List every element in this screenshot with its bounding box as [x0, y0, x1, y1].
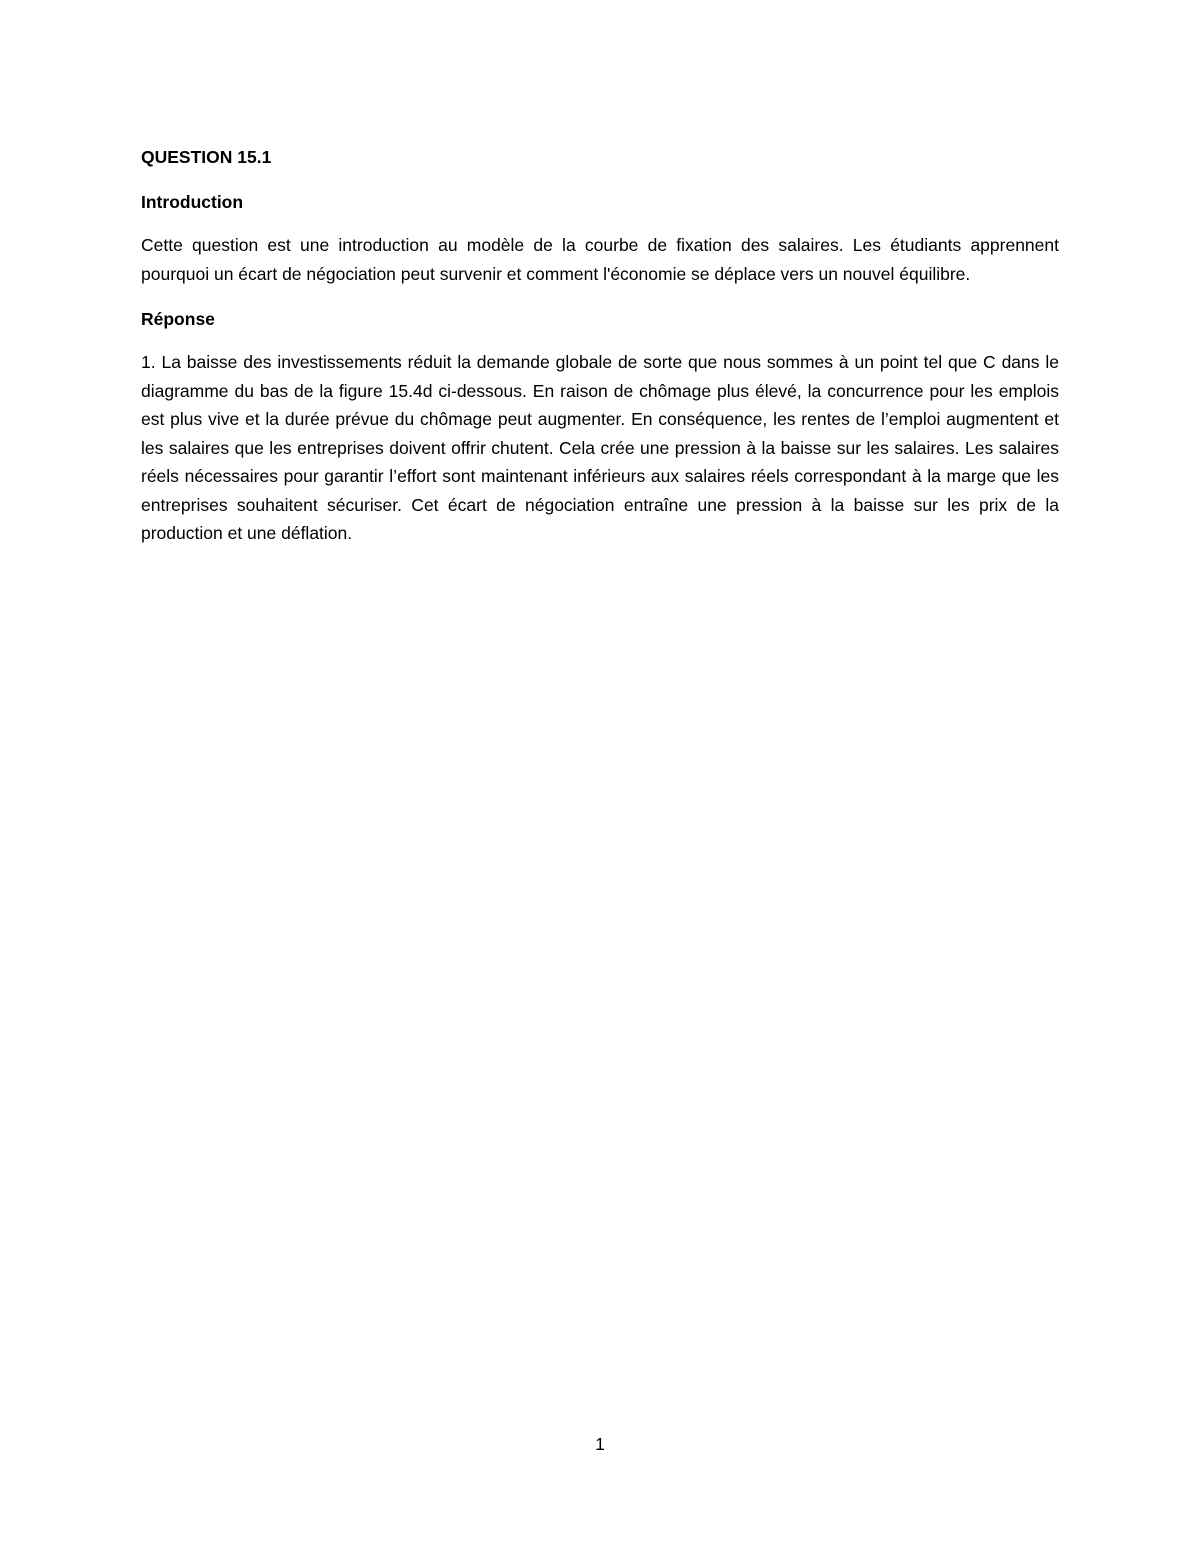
introduction-paragraph: Cette question est une introduction au modèle de la courbe de fixation des salaires. Les étudiants apprennent pourquoi un écart de négociation peut survenir et comment l'économie se déplace vers un nouvel équilibre.: [141, 235, 1059, 284]
page-content: [141, 143, 1059, 565]
page-number: 1: [595, 1434, 605, 1454]
question-title: QUESTION 15.1: [141, 147, 272, 167]
introduction-heading: Introduction: [141, 192, 244, 212]
answer-paragraph: 1. La baisse des investissements réduit la demande globale de sorte que nous sommes à un point tel que C dans le diagramme du bas de la figure 15.4d ci-dessous. En raison de chômage plus élevé, la concurrence pour les emplois est plus vive et la durée prévue du chômage peut augmenter. En conséquence, les rentes de l’emploi augmentent et les salaires que les entreprises doivent offrir chutent. Cela crée une pression à la baisse sur les salaires. Les salaires réels nécessaires pour garantir l’effort sont maintenant inférieurs aux salaires réels correspondant à la marge que les entreprises souhaitent sécuriser. Cet écart de négociation entraîne une pression à la baisse sur les prix de la production et une déflation.: [141, 352, 1059, 543]
answer-heading: Réponse: [141, 309, 215, 329]
